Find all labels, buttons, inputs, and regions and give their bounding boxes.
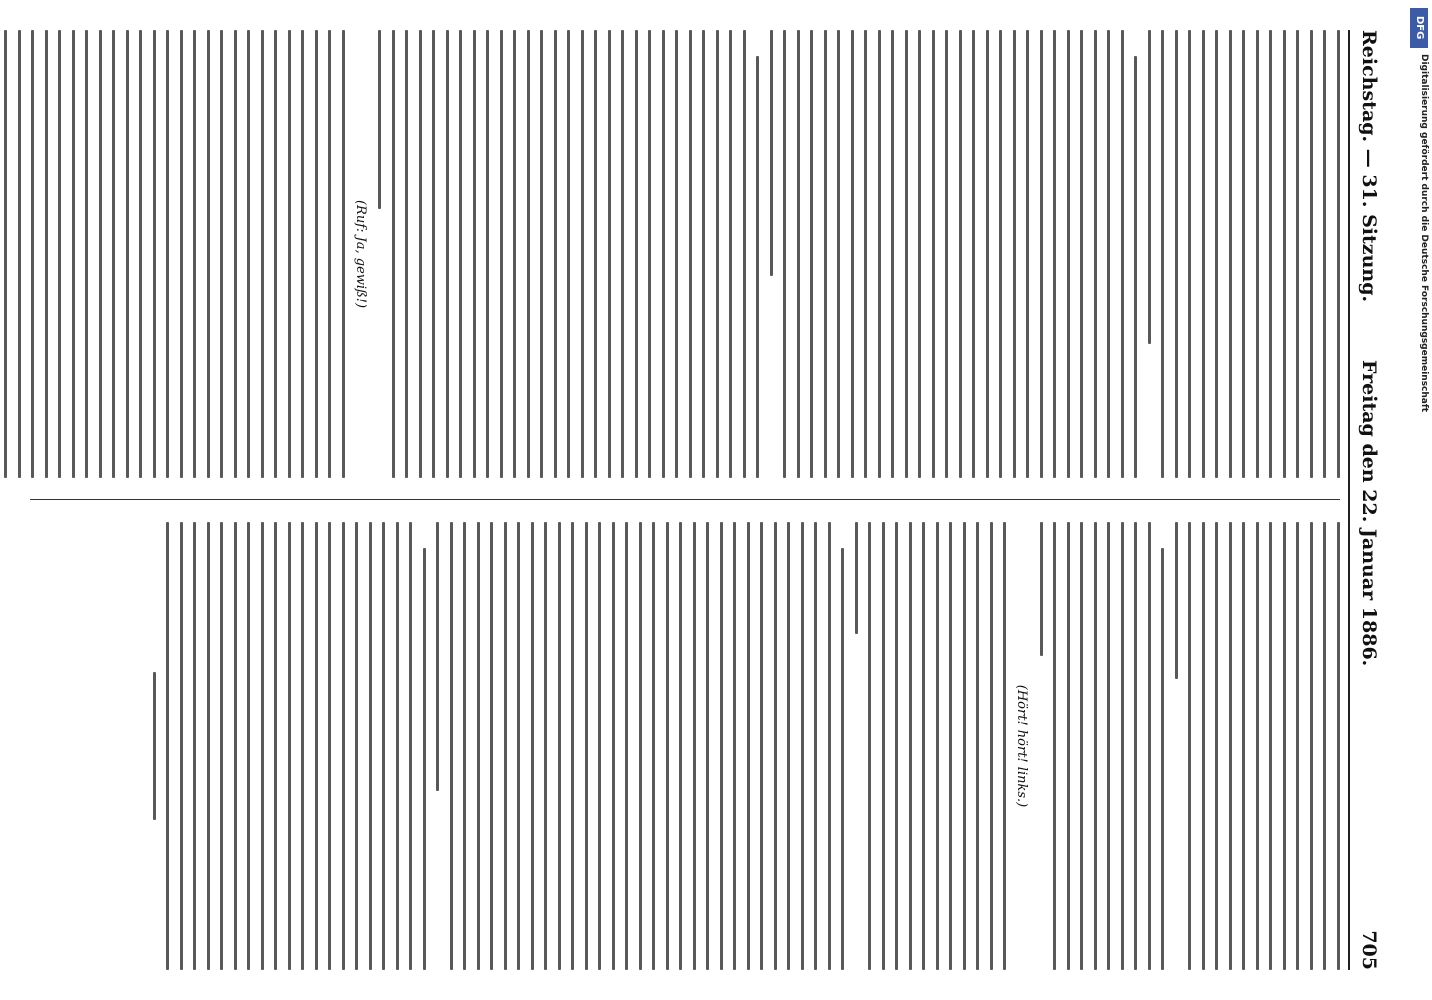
interjection-left: (Ruf: Ja, gewiß!) <box>353 199 368 309</box>
text-line <box>639 522 642 970</box>
text-line <box>824 30 827 478</box>
text-line <box>878 30 881 478</box>
text-line <box>126 30 129 478</box>
text-line <box>1229 30 1232 478</box>
text-line <box>1094 30 1097 478</box>
text-line <box>406 30 409 478</box>
text-line <box>18 30 21 478</box>
text-line <box>1027 30 1030 478</box>
text-line <box>460 30 463 478</box>
text-line <box>842 548 845 970</box>
text-line <box>1202 30 1205 478</box>
text-line <box>1216 522 1219 970</box>
text-line <box>194 30 197 478</box>
text-line <box>302 522 305 970</box>
text-line <box>180 522 183 970</box>
text-line <box>797 30 800 478</box>
text-line <box>1148 522 1151 970</box>
text-line <box>86 30 89 478</box>
text-line <box>1135 522 1138 970</box>
text-line <box>1121 30 1124 478</box>
text-line <box>1081 30 1084 478</box>
dfg-logo-icon: DFG <box>1410 8 1428 48</box>
text-line <box>1202 522 1205 970</box>
text-line <box>946 30 949 478</box>
text-line <box>558 522 561 970</box>
text-line <box>788 522 791 970</box>
text-line <box>622 30 625 478</box>
text-line <box>194 522 197 970</box>
text-line <box>1256 522 1259 970</box>
text-line <box>801 522 804 970</box>
text-line <box>1297 30 1300 478</box>
credit-text: Digitalisierung gefördert durch die Deutsche Forschungsgemeinschaft <box>1419 54 1429 413</box>
text-line <box>747 522 750 970</box>
text-line <box>595 30 598 478</box>
text-line <box>635 30 638 478</box>
text-line <box>950 522 953 970</box>
text-line <box>32 30 35 478</box>
text-line <box>487 30 490 478</box>
header-date: Freitag den 22. Januar 1886. <box>1358 360 1380 667</box>
header-page-number: 705 <box>1358 930 1380 970</box>
text-line <box>356 522 359 970</box>
text-line <box>221 522 224 970</box>
text-line <box>396 522 399 970</box>
text-line <box>923 522 926 970</box>
text-line <box>234 30 237 478</box>
text-line <box>99 30 102 478</box>
text-line <box>757 56 760 478</box>
text-line <box>491 522 494 970</box>
text-line <box>379 30 382 209</box>
text-line <box>207 30 210 478</box>
text-line <box>140 30 143 478</box>
text-line <box>1081 522 1084 970</box>
text-line <box>1054 30 1057 478</box>
text-line <box>882 522 885 970</box>
text-line <box>662 30 665 478</box>
text-line <box>518 522 521 970</box>
text-line <box>703 30 706 478</box>
text-line <box>990 522 993 970</box>
text-line <box>248 522 251 970</box>
text-line <box>869 522 872 970</box>
text-line <box>761 522 764 970</box>
text-line <box>423 548 426 970</box>
text-line <box>302 30 305 478</box>
text-line <box>1175 30 1178 478</box>
text-line <box>221 30 224 478</box>
text-line <box>446 30 449 478</box>
text-line <box>288 522 291 970</box>
text-line <box>1162 548 1165 970</box>
text-line <box>626 522 629 970</box>
text-line <box>464 522 467 970</box>
text-line <box>1297 522 1300 970</box>
text-line <box>784 30 787 478</box>
text-line <box>288 30 291 478</box>
text-line <box>838 30 841 478</box>
text-line <box>234 522 237 970</box>
text-line <box>545 522 548 970</box>
text-line <box>514 30 517 478</box>
text-line <box>207 522 210 970</box>
text-line <box>612 522 615 970</box>
text-line <box>608 30 611 478</box>
text-line <box>892 30 895 478</box>
text-line <box>1324 30 1327 478</box>
text-line <box>1337 30 1340 478</box>
text-line <box>315 30 318 478</box>
text-line <box>180 30 183 478</box>
text-line <box>666 522 669 970</box>
text-line <box>275 30 278 478</box>
text-line <box>342 30 345 478</box>
text-line <box>1000 30 1003 478</box>
text-line <box>828 522 831 970</box>
text-line <box>1270 30 1273 478</box>
text-line <box>450 522 453 970</box>
text-line <box>59 30 62 478</box>
text-line <box>419 30 422 478</box>
text-line <box>1243 522 1246 970</box>
text-line <box>1108 30 1111 478</box>
text-line <box>1040 30 1043 478</box>
text-line <box>527 30 530 478</box>
text-line <box>275 522 278 970</box>
text-line <box>248 30 251 478</box>
text-column-right <box>30 522 1340 970</box>
text-line <box>1175 522 1178 679</box>
text-line <box>716 30 719 478</box>
text-line <box>986 30 989 478</box>
text-line <box>1283 522 1286 970</box>
text-line <box>1324 522 1327 970</box>
text-line <box>410 522 413 970</box>
text-line <box>653 522 656 970</box>
column-divider <box>30 499 1340 500</box>
text-line <box>1189 30 1192 478</box>
text-line <box>1004 522 1007 970</box>
text-line <box>734 522 737 970</box>
text-line <box>1067 30 1070 478</box>
text-line <box>437 522 440 791</box>
text-line <box>1337 522 1340 970</box>
text-line <box>1216 30 1219 478</box>
text-line <box>720 522 723 970</box>
page-header <box>1354 30 1384 970</box>
text-line <box>963 522 966 970</box>
text-line <box>676 30 679 478</box>
text-line <box>531 522 534 970</box>
text-line <box>770 30 773 276</box>
text-line <box>649 30 652 478</box>
text-line <box>1067 522 1070 970</box>
text-line <box>932 30 935 478</box>
text-line <box>541 30 544 478</box>
text-line <box>743 30 746 478</box>
text-line <box>1310 522 1313 970</box>
text-line <box>730 30 733 478</box>
text-line <box>936 522 939 970</box>
text-line <box>1256 30 1259 478</box>
text-line <box>568 30 571 478</box>
digitization-credit <box>1407 0 1432 1000</box>
text-line <box>1283 30 1286 478</box>
text-line <box>1243 30 1246 478</box>
text-line <box>909 522 912 970</box>
text-line <box>973 30 976 478</box>
text-line <box>329 30 332 478</box>
text-line <box>392 30 395 478</box>
text-line <box>811 30 814 478</box>
text-line <box>261 30 264 478</box>
header-rule <box>1348 30 1350 970</box>
text-line <box>369 522 372 970</box>
text-line <box>153 672 156 820</box>
text-line <box>1229 522 1232 970</box>
text-line <box>905 30 908 478</box>
text-line <box>1108 522 1111 970</box>
text-line <box>473 30 476 478</box>
header-session-title: Reichstag. — 31. Sitzung. <box>1358 30 1380 303</box>
text-line <box>680 522 683 970</box>
text-line <box>896 522 899 970</box>
text-line <box>599 522 602 970</box>
text-line <box>1040 522 1043 656</box>
text-line <box>554 30 557 478</box>
text-line <box>774 522 777 970</box>
text-line <box>919 30 922 478</box>
text-line <box>1189 522 1192 970</box>
text-line <box>329 522 332 970</box>
text-line <box>45 30 48 478</box>
text-line <box>585 522 588 970</box>
text-line <box>504 522 507 970</box>
text-line <box>1310 30 1313 478</box>
text-line <box>977 522 980 970</box>
text-line <box>1162 30 1165 478</box>
text-line <box>433 30 436 478</box>
interjection-right: (Hört! hört! links.) <box>1014 684 1030 808</box>
text-line <box>167 30 170 478</box>
text-line <box>72 30 75 478</box>
text-line <box>1054 522 1057 970</box>
text-line <box>261 522 264 970</box>
text-line <box>815 522 818 970</box>
text-line <box>1094 522 1097 970</box>
text-line <box>707 522 710 970</box>
text-line <box>167 522 170 970</box>
text-line <box>959 30 962 478</box>
text-line <box>855 522 858 634</box>
text-line <box>689 30 692 478</box>
text-line <box>1135 56 1138 478</box>
text-column-left <box>30 30 1340 478</box>
text-line <box>581 30 584 478</box>
text-line <box>1121 522 1124 970</box>
text-line <box>153 30 156 478</box>
text-line <box>1270 522 1273 970</box>
text-line <box>500 30 503 478</box>
text-line <box>113 30 116 478</box>
text-line <box>342 522 345 970</box>
text-line <box>572 522 575 970</box>
text-line <box>693 522 696 970</box>
text-line <box>477 522 480 970</box>
text-line <box>1148 30 1151 344</box>
text-line <box>383 522 386 970</box>
text-line <box>1013 30 1016 478</box>
text-line <box>315 522 318 970</box>
text-line <box>851 30 854 478</box>
text-line <box>5 30 8 478</box>
text-line <box>865 30 868 478</box>
